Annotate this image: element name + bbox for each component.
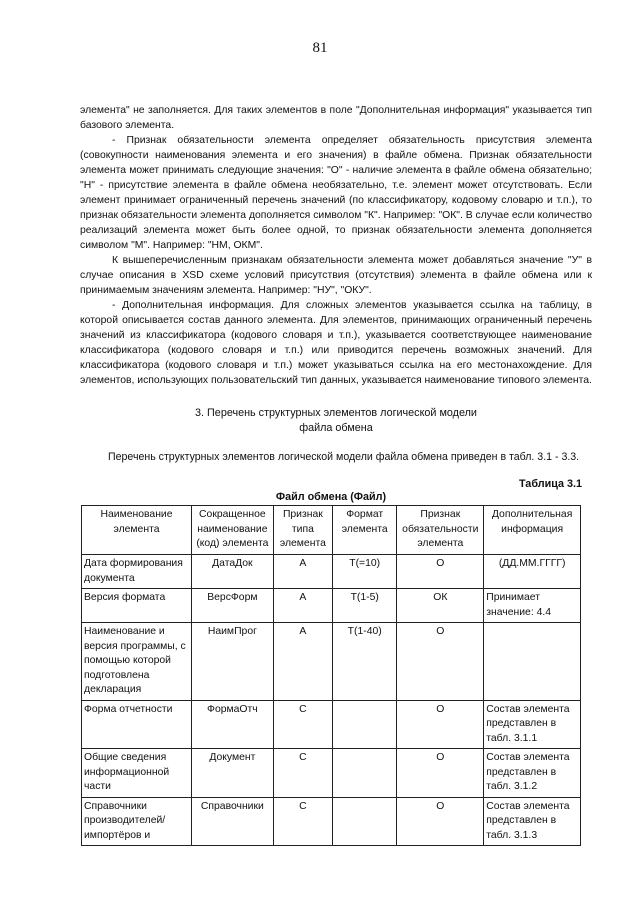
header-cell: Формат элемента bbox=[333, 506, 397, 555]
cell-name: Справочники производителей/ импортёров и bbox=[82, 797, 192, 846]
cell-format bbox=[333, 797, 397, 846]
cell-type: А bbox=[273, 555, 332, 589]
page-number: 81 bbox=[312, 40, 328, 56]
elements-table bbox=[81, 505, 581, 846]
cell-required: ОК bbox=[397, 589, 484, 623]
paragraph: - Дополнительная информация. Для сложных элементов указывается ссылка на таблицу, в которой описывается состав данного элемента. Для элементов, принимающих ограниченный перечень значений из классификатора (кодового словаря и т.п.), указывается соответствующее наименование классификатора (кодового словаря и т.п.) или приводится перечень возможных значений. Для классификатора (кодового словаря и т.п.) может указываться ссылка на его местонахождение. Для элементов, использующих пользовательский тип данных, указывается наименование типового элемента. bbox=[80, 300, 592, 386]
table-caption: Файл обмена (Файл) bbox=[275, 491, 387, 503]
cell-name: Версия формата bbox=[82, 589, 192, 623]
cell-info: Состав элемента представлен в табл. 3.1.3 bbox=[484, 797, 581, 846]
header-cell: Наименование элемента bbox=[82, 506, 192, 555]
cell-name: Форма отчетности bbox=[82, 700, 192, 749]
cell-format: Т(1-40) bbox=[333, 623, 397, 701]
table-row bbox=[82, 700, 581, 749]
header-cell: Сокращенное наименование (код) элемента bbox=[192, 506, 274, 555]
cell-code: ДатаДок bbox=[192, 555, 274, 589]
cell-name: Наименование и версия программы, с помощью которой подготовлена декларация bbox=[82, 623, 192, 701]
table-row bbox=[82, 555, 581, 589]
paragraph: - Признак обязательности элемента определяет обязательность присутствия элемента (совокупности наименования элемента и его значения) в файле обмена. Признак обязательности элемента может принимать следующие значения: "О" - наличие элемента в файле обмена обязательно; "Н" - присутствие элемента в файле обмена необязательно, т.е. элемент может отсутствовать. Если элемент принимает ограниченный перечень значений (по классификатору, кодовому словарю и т.п.), то признак обязательности элемента дополняется символом "К". Например: "ОК". В случае если количество реализаций элемента может быть более одной, то признак обязательности элемента дополняется символом "М". Например: "НМ, ОКМ". bbox=[80, 135, 593, 251]
cell-type: С bbox=[273, 749, 332, 798]
table-header-row bbox=[82, 506, 581, 555]
section-title bbox=[80, 406, 592, 436]
cell-required: О bbox=[397, 700, 484, 749]
cell-type: С bbox=[273, 700, 332, 749]
cell-info: Принимает значение: 4.4 bbox=[484, 589, 581, 623]
paragraph: элемента" не заполняется. Для таких элементов в поле "Дополнительная информация" указывается тип базового элемента. bbox=[80, 105, 592, 131]
header-cell: Дополнительная информация bbox=[484, 506, 581, 555]
cell-type: А bbox=[273, 623, 332, 701]
cell-format bbox=[333, 700, 397, 749]
cell-code: ВерсФорм bbox=[192, 589, 274, 623]
header-cell: Признак обязательности элемента bbox=[397, 506, 484, 555]
header-cell: Признак типа элемента bbox=[273, 506, 332, 555]
cell-name: Дата формирования документа bbox=[82, 555, 192, 589]
section-title-line: 3. Перечень структурных элементов логической модели bbox=[195, 407, 477, 419]
cell-format bbox=[333, 749, 397, 798]
section-title-line: файла обмена bbox=[299, 422, 373, 434]
cell-type: С bbox=[273, 797, 332, 846]
cell-type: А bbox=[273, 589, 332, 623]
cell-code: Справочники bbox=[192, 797, 274, 846]
cell-info: (ДД.ММ.ГГГГ) bbox=[484, 555, 581, 589]
cell-required: О bbox=[397, 555, 484, 589]
cell-format: Т(1-5) bbox=[333, 589, 397, 623]
cell-info bbox=[484, 623, 581, 701]
cell-info: Состав элемента представлен в табл. 3.1.2 bbox=[484, 749, 581, 798]
table-row bbox=[82, 749, 581, 798]
cell-name: Общие сведения информационной части bbox=[82, 749, 192, 798]
cell-info: Состав элемента представлен в табл. 3.1.1 bbox=[484, 700, 581, 749]
paragraph: К вышеперечисленным признакам обязательности элемента может добавляться значение "У" в случае описания в XSD схеме условий присутствия (отсутствия) элемента в файле обмена или к принимаемым значениям элемента. Например: "НУ", "ОКУ". bbox=[80, 255, 592, 296]
body-text bbox=[80, 103, 592, 388]
cell-code: Документ bbox=[192, 749, 274, 798]
cell-required: О bbox=[397, 749, 484, 798]
table-row bbox=[82, 623, 581, 701]
table-label: Таблица 3.1 bbox=[518, 478, 582, 490]
cell-code: ФормаОтч bbox=[192, 700, 274, 749]
table-row bbox=[82, 797, 581, 846]
intro-text: Перечень структурных элементов логической модели файла обмена приведен в табл. 3.1 - 3.3. bbox=[108, 451, 580, 463]
cell-required: О bbox=[397, 623, 484, 701]
cell-code: НаимПрог bbox=[192, 623, 274, 701]
table-row bbox=[82, 589, 581, 623]
cell-required: О bbox=[397, 797, 484, 846]
cell-format: Т(=10) bbox=[333, 555, 397, 589]
